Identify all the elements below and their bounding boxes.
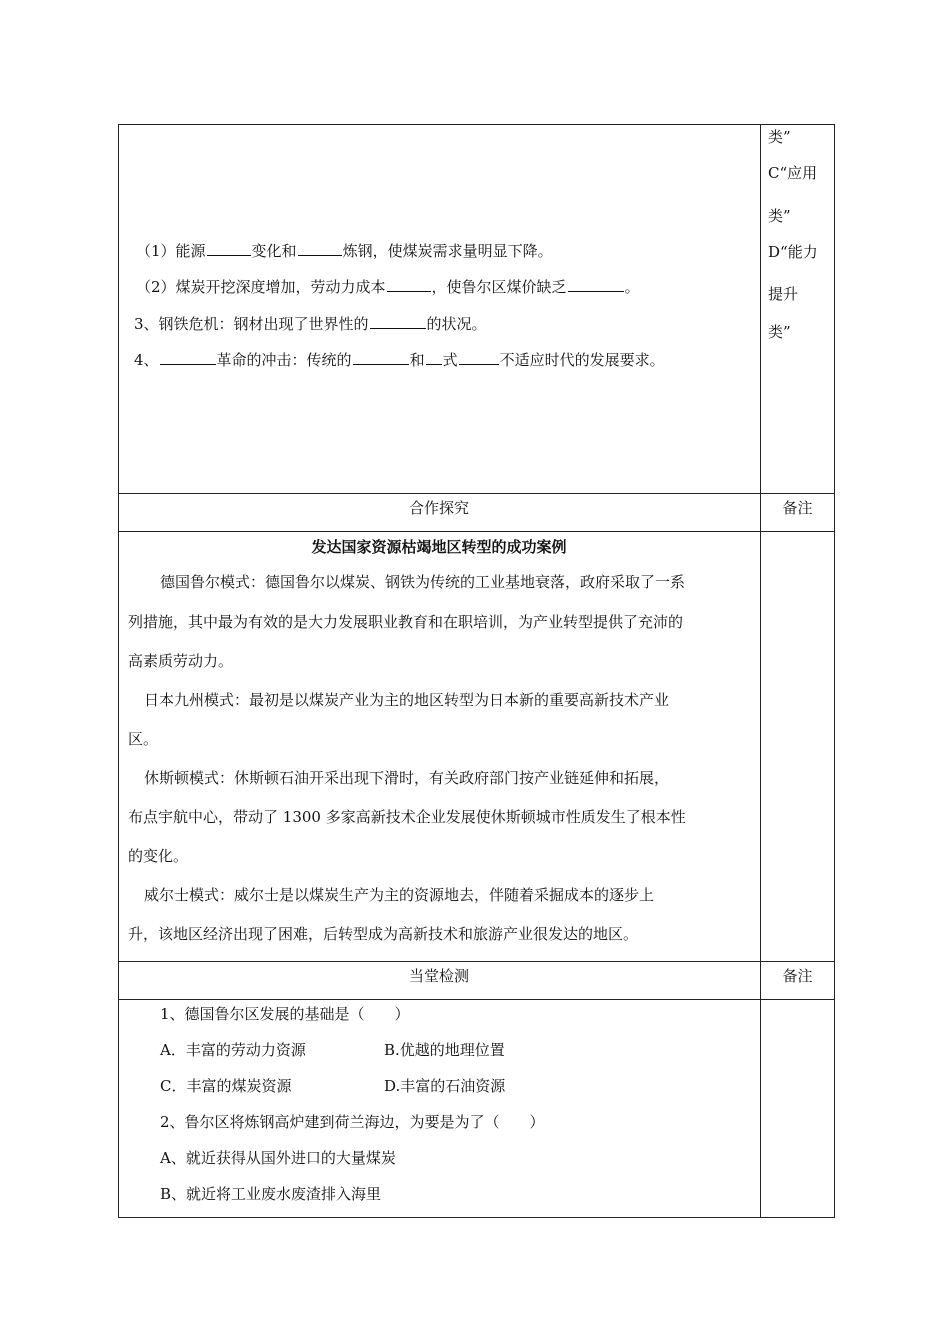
fill-line-2 bbox=[136, 277, 640, 297]
note-header-coop: 备注 bbox=[782, 499, 813, 517]
text: 的状况。 bbox=[426, 315, 487, 333]
blank[interactable] bbox=[426, 350, 442, 365]
row-divider-check bbox=[118, 961, 835, 962]
text: 不适应时代的发展要求。 bbox=[499, 351, 665, 369]
fill-line-3 bbox=[134, 314, 487, 334]
text: 3、钢铁危机：钢材出现了世界性的 bbox=[134, 315, 369, 333]
row-divider-quiz bbox=[118, 999, 835, 1000]
case-houston-line: 休斯顿模式：休斯顿石油开采出现下滑时，有关政府部门按产业链延伸和拓展， bbox=[144, 769, 670, 787]
case-houston-line: 布点宇航中心，带动了 1300 多家高新技术企业发展使休斯顿城市性质发生了根本性 bbox=[128, 808, 686, 826]
note-header-check: 备注 bbox=[782, 967, 813, 985]
text: （1）能源 bbox=[136, 242, 206, 260]
cases-title: 发达国家资源枯竭地区转型的成功案例 bbox=[311, 538, 567, 556]
side-note-line: 类” bbox=[768, 207, 791, 225]
blank[interactable] bbox=[298, 241, 342, 256]
blank[interactable] bbox=[387, 277, 431, 292]
text: 式 bbox=[442, 351, 458, 369]
quiz-option-1c[interactable]: C．丰富的煤炭资源 bbox=[160, 1077, 292, 1095]
quiz-question-2: 2、鲁尔区将炼钢高炉建到荷兰海边，为要是为了（ ） bbox=[160, 1113, 545, 1131]
quiz-option-1a[interactable]: A．丰富的劳动力资源 bbox=[160, 1041, 306, 1059]
quiz-option-1d[interactable]: D.丰富的石油资源 bbox=[384, 1077, 506, 1095]
quiz-option-2a[interactable]: A、就近获得从国外进口的大量煤炭 bbox=[160, 1149, 396, 1167]
side-note-line: 类” bbox=[768, 323, 791, 341]
case-houston-line: 的变化。 bbox=[128, 847, 189, 865]
blank[interactable] bbox=[459, 350, 499, 365]
case-wales-line: 升，该地区经济出现了困难，后转型成为高新技术和旅游产业很发达的地区。 bbox=[128, 925, 639, 943]
section-title-coop: 合作探究 bbox=[408, 499, 469, 517]
blank[interactable] bbox=[160, 350, 216, 365]
blank[interactable] bbox=[370, 314, 426, 329]
blank[interactable] bbox=[207, 241, 251, 256]
row-divider-cases bbox=[118, 531, 835, 532]
text: 和 bbox=[409, 351, 425, 369]
column-divider bbox=[760, 124, 761, 1218]
row-divider-coop bbox=[118, 493, 835, 494]
quiz-option-2b[interactable]: B、就近将工业废水废渣排入海里 bbox=[160, 1185, 382, 1203]
side-note-line: D“能力 bbox=[768, 243, 818, 261]
case-kyushu-line: 日本九州模式：最初是以煤炭产业为主的地区转型为日本新的重要高新技术产业 bbox=[144, 691, 670, 709]
blank[interactable] bbox=[353, 350, 409, 365]
case-ruhr-line: 德国鲁尔模式：德国鲁尔以煤炭、钢铁为传统的工业基地衰落，政府采取了一系 bbox=[160, 573, 686, 591]
section-title-check: 当堂检测 bbox=[408, 967, 469, 985]
quiz-option-1b[interactable]: B.优越的地理位置 bbox=[384, 1041, 505, 1059]
text: （2）煤炭开挖深度增加，劳动力成本 bbox=[136, 278, 386, 296]
side-note-line: 提升 bbox=[768, 285, 799, 303]
fill-line-1 bbox=[136, 241, 553, 261]
blank[interactable] bbox=[568, 277, 624, 292]
case-kyushu-line: 区。 bbox=[128, 730, 159, 748]
text: 革命的冲击：传统的 bbox=[216, 351, 352, 369]
text: ，使鲁尔区煤价缺乏 bbox=[431, 278, 567, 296]
text: 炼钢，使煤炭需求量明显下降。 bbox=[342, 242, 553, 260]
side-note-line: 类” bbox=[768, 128, 791, 146]
text: 。 bbox=[624, 278, 640, 296]
text: 变化和 bbox=[251, 242, 297, 260]
case-ruhr-line: 列措施，其中最为有效的是大力发展职业教育和在职培训，为产业转型提供了充沛的 bbox=[128, 613, 684, 631]
text: 4、 bbox=[134, 351, 159, 369]
case-ruhr-line: 高素质劳动力。 bbox=[128, 652, 234, 670]
side-note-line: C“应用 bbox=[768, 164, 818, 182]
quiz-question-1: 1、德国鲁尔区发展的基础是（ ） bbox=[160, 1005, 410, 1023]
fill-line-4 bbox=[134, 350, 665, 370]
case-wales-line: 威尔士模式：威尔士是以煤炭生产为主的资源地去，伴随着采掘成本的逐步上 bbox=[144, 886, 655, 904]
